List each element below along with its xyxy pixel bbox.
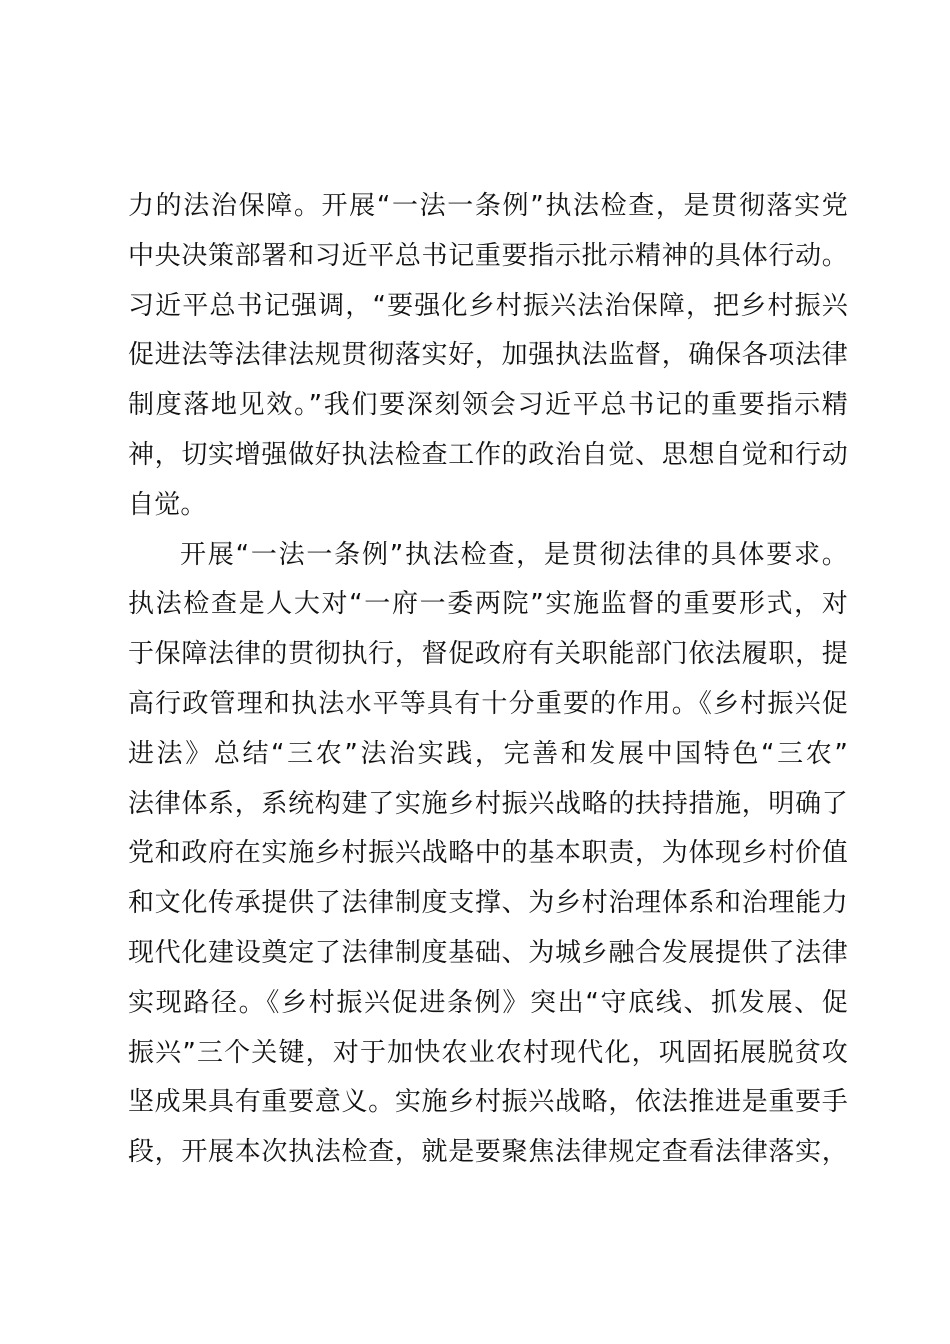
text-line: 进法》总结“三农”法治实践，完善和发展中国特色“三农” [128, 738, 848, 769]
text-line: 法律体系，系统构建了实施乡村振兴战略的扶持措施，明确了 [128, 788, 848, 819]
text-line: 自觉。 [128, 489, 207, 520]
text-line: 于保障法律的贯彻执行，督促政府有关职能部门依法履职，提 [128, 639, 848, 670]
text-line: 振兴”三个关键，对于加快农业农村现代化，巩固拓展脱贫攻 [128, 1037, 848, 1068]
text-line: 段，开展本次执法检查，就是要聚焦法律规定查看法律落实， [128, 1137, 848, 1168]
text-line: 中央决策部署和习近平总书记重要指示批示精神的具体行动。 [128, 240, 848, 271]
paragraph-first-line: 开展“一法一条例”执法检查，是贯彻法律的具体要求。 [180, 539, 848, 570]
text-line: 习近平总书记强调，“要强化乡村振兴法治保障，把乡村振兴 [128, 290, 848, 321]
text-line: 实现路径。《乡村振兴促进条例》突出“守底线、抓发展、促 [128, 987, 848, 1018]
text-line: 执法检查是人大对“一府一委两院”实施监督的重要形式，对 [128, 589, 848, 620]
text-line: 和文化传承提供了法律制度支撑、为乡村治理体系和治理能力 [128, 888, 848, 919]
text-line: 党和政府在实施乡村振兴战略中的基本职责，为体现乡村价值 [128, 838, 848, 869]
text-line: 高行政管理和执法水平等具有十分重要的作用。《乡村振兴促 [128, 688, 848, 719]
text-line: 现代化建设奠定了法律制度基础、为城乡融合发展提供了法律 [128, 937, 848, 968]
text-line: 力的法治保障。开展“一法一条例”执法检查，是贯彻落实党 [128, 191, 848, 221]
text-line: 坚成果具有重要意义。实施乡村振兴战略，依法推进是重要手 [128, 1087, 848, 1118]
text-line: 促进法等法律法规贯彻落实好，加强执法监督，确保各项法律 [128, 340, 848, 371]
text-line: 制度落地见效。”我们要深刻领会习近平总书记的重要指示精 [128, 390, 848, 421]
body-text [128, 182, 848, 1178]
text-line: 神，切实增强做好执法检查工作的政治自觉、思想自觉和行动 [128, 439, 848, 470]
